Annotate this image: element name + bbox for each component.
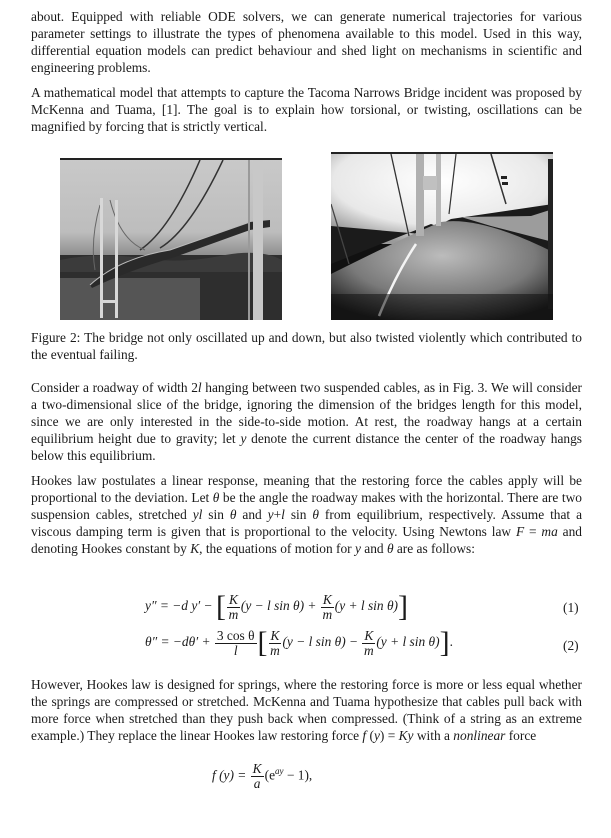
- math-y: y: [373, 727, 380, 743]
- text-run: and: [236, 506, 268, 522]
- bridge-deck-illustration: [331, 154, 553, 320]
- paragraph-nonlinear: [31, 677, 582, 745]
- math-l: l: [197, 380, 202, 395]
- text-run: sin: [202, 506, 230, 522]
- frac-num: K: [364, 627, 374, 643]
- frac-num: K: [322, 591, 332, 607]
- text-run: hanging between two suspended cables, as in Fig. 3. We will consider a two-dimensional slice of the bridge, ignoring the dimension of the bridges length for this model, since we are only interested in the side-to-side motion. At rest, the roadway hangs at a certain equilibrium height due to gravity; let: [31, 380, 582, 446]
- math-Ky: Ky: [398, 727, 414, 743]
- text-run: Consider a roadway of width 2: [31, 380, 198, 395]
- text-run: are as follows:: [393, 540, 475, 556]
- emphasis-nonlinear: nonlinear: [453, 727, 506, 743]
- math-l: l: [281, 506, 285, 522]
- paragraph-hookes-law: [31, 473, 582, 558]
- bracket-close: ]: [397, 590, 408, 623]
- text-run: and: [360, 540, 387, 556]
- bracket-open: [: [215, 590, 226, 623]
- eq1-lhs: y″ = −d y′ −: [145, 598, 216, 614]
- text-run: ) =: [379, 727, 399, 743]
- frac-den: a: [253, 776, 261, 791]
- bridge-side-illustration: [60, 160, 282, 320]
- math-f: f: [362, 727, 367, 743]
- math-theta: θ: [312, 506, 319, 522]
- eq1-term1: (y − l sin θ) +: [240, 598, 320, 614]
- eq3-rhs-tail: − 1),: [283, 767, 313, 783]
- eq2-lhs: θ″ = −dθ′ +: [145, 634, 214, 650]
- bracket-close: ]: [439, 626, 450, 659]
- frac-den: m: [322, 606, 333, 622]
- fraction: [321, 593, 334, 622]
- text-run: sin: [284, 506, 313, 522]
- eq2-term2: (y + l sin θ): [376, 634, 440, 650]
- equation-2: [145, 628, 453, 658]
- math-y: y: [267, 506, 274, 522]
- math-theta: θ: [229, 506, 237, 522]
- math-F: F: [515, 523, 525, 539]
- math-ma: ma: [541, 523, 558, 539]
- equation-number-1: (1): [563, 600, 579, 615]
- frac-den: l: [233, 642, 238, 658]
- paragraph-intro: about. Equipped with reliable ODE solvers, we can generate numerical trajectories for various parameter settings to illustrate the types of phenomena available to this model. Used in this way, differential equation models can predict behaviour and shed light on mechanisms in scientific and engineering problems.: [31, 9, 582, 75]
- fraction: [269, 629, 282, 658]
- text-run: However, Hookes law is designed for springs, where the restoring force is more or less equal whether the springs are compressed or stretched. McKenna and Tuama hypothesize that cables pull back with more force when stretched than they push back when compressed. (Think of a string as an extreme example.) They replace the linear Hookes law restoring force: [31, 677, 582, 743]
- math-y: y: [354, 540, 361, 556]
- text-run: +: [273, 506, 282, 522]
- text-run: (: [366, 727, 374, 743]
- text-run: and denoting Hookes constant by: [31, 523, 582, 556]
- frac-den: m: [228, 606, 239, 622]
- frac-num: K: [228, 591, 238, 607]
- paragraph-roadway: [31, 380, 582, 465]
- fraction: [362, 629, 375, 658]
- frac-num: K: [270, 627, 280, 643]
- bridge-deck-photo: [331, 152, 553, 320]
- text-run: be the angle the roadway makes with the horizontal. There are two suspension cables, stretched: [31, 489, 582, 522]
- eq3-exponent: ay: [275, 766, 284, 777]
- frac-den: m: [270, 642, 280, 658]
- figure-caption: Figure 2: The bridge not only oscillated up and down, but also twisted violently which contributed to the eventual failing.: [31, 330, 582, 362]
- fraction: [227, 593, 240, 622]
- eq2-period: .: [449, 634, 453, 650]
- text-run: =: [524, 523, 542, 539]
- fraction: [251, 762, 264, 791]
- fraction: [215, 629, 257, 658]
- bracket-open: [: [257, 626, 268, 659]
- text-run: , the equations of motion for: [199, 540, 355, 556]
- math-theta: θ: [212, 489, 220, 505]
- text-run: force: [505, 727, 537, 743]
- equation-number-2: (2): [563, 638, 579, 653]
- eq2-term1: (y − l sin θ) −: [282, 634, 362, 650]
- equation-1: [145, 592, 408, 622]
- eq3-rhs: (e: [264, 767, 276, 783]
- eq3-lhs: f (y) =: [212, 767, 250, 783]
- equation-3: [212, 762, 312, 791]
- math-y: y: [240, 430, 247, 446]
- eq1-term2: (y + l sin θ): [334, 598, 398, 614]
- text-run: with a: [413, 727, 454, 743]
- paragraph-model-intro: A mathematical model that attempts to capture the Tacoma Narrows Bridge incident was proposed by McKenna and Tuama, [1]. The goal is to explain how torsional, or twisting, oscillations can be magnified by forcing that is strictly vertical.: [31, 85, 582, 134]
- math-theta: θ: [386, 540, 394, 556]
- text-run: from equilibrium, respectively. Assume that a viscous damping term is given that is proportional to the velocity. Using Newtons law: [31, 506, 583, 539]
- frac-num: K: [252, 761, 262, 776]
- frac-num: 3 cos θ: [216, 627, 255, 643]
- text-run: Hookes law postulates a linear response, meaning that the restoring force the cables apply will be proportional to the deviation. Let: [31, 473, 582, 505]
- math-yl: yl: [192, 506, 203, 522]
- frac-den: m: [364, 642, 374, 658]
- text-run: denote the current distance the center of the roadway hangs below this equilibrium.: [31, 430, 582, 463]
- bridge-side-photo: [60, 158, 282, 320]
- math-K: K: [190, 540, 200, 556]
